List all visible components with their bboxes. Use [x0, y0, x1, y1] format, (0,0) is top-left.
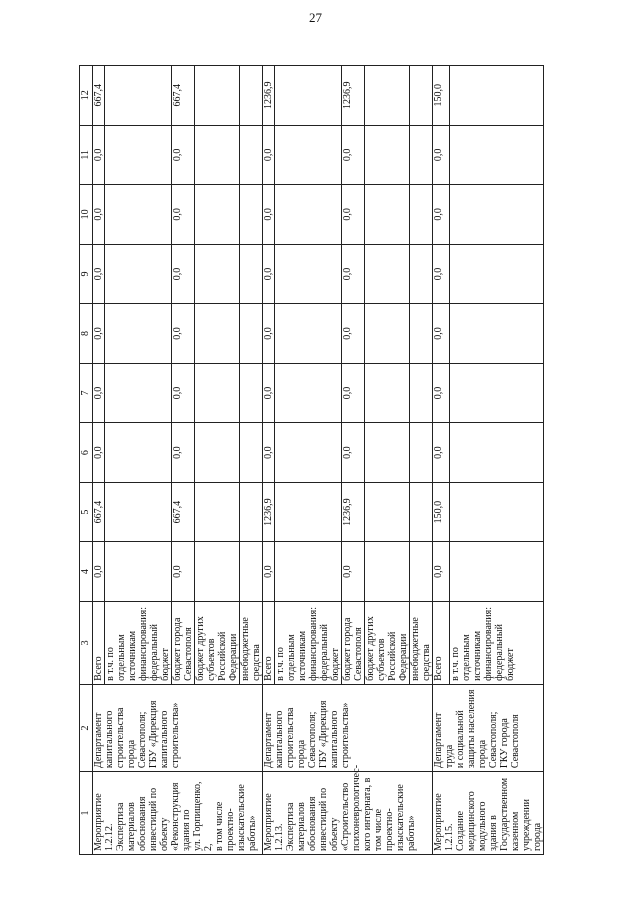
value-cell: 150,0 [433, 482, 450, 542]
value-cell: 1236,9 [263, 66, 275, 126]
value-cell: 0,0 [263, 542, 275, 602]
table-row [93, 66, 105, 855]
executor-text-line: Севастополя; [137, 711, 148, 769]
value-cell: 0,0 [342, 185, 365, 245]
measure-text-line: материалов [126, 802, 137, 851]
source-text-line: бюджет других [365, 616, 376, 681]
value-cell [240, 423, 263, 483]
source-text-line: бюджет [160, 648, 171, 681]
source-cell [105, 601, 172, 684]
measure-text-line: модульного здания в [477, 801, 499, 851]
measure-cell [433, 772, 544, 855]
header-cell: 9 [80, 244, 93, 304]
header-cell: 3 [80, 601, 93, 684]
value-cell [410, 542, 433, 602]
value-cell: 0,0 [93, 542, 105, 602]
value-cell: 0,0 [172, 304, 195, 364]
source-cell [93, 601, 105, 684]
measure-text-line: Экспертиза [285, 802, 296, 851]
value-cell [365, 66, 410, 126]
source-text-line: в т.ч. по [105, 647, 116, 681]
header-cell: 1 [80, 772, 93, 855]
value-cell [105, 482, 172, 542]
measure-text-line: Создание [455, 810, 466, 851]
value-cell [365, 244, 410, 304]
source-text-line: Федерации [228, 633, 239, 681]
value-cell: 1236,9 [342, 482, 365, 542]
value-cell: 0,0 [93, 125, 105, 185]
value-cell: 0,0 [342, 304, 365, 364]
source-text-line: Всего [433, 656, 444, 681]
value-cell [410, 363, 433, 423]
table-row [433, 66, 450, 855]
source-cell [275, 601, 342, 684]
value-cell: 0,0 [433, 363, 450, 423]
source-text-line: Севастополя [183, 627, 194, 681]
value-cell: 667,4 [172, 482, 195, 542]
source-text-line: федеральный [149, 624, 160, 681]
header-cell: 8 [80, 304, 93, 364]
header-cell: 10 [80, 185, 93, 245]
executor-text-line: капитального [329, 710, 340, 769]
value-cell: 0,0 [433, 185, 450, 245]
value-cell [195, 542, 240, 602]
source-text-line: внебюджетные [240, 617, 251, 681]
source-text-line: бюджет города [342, 617, 353, 681]
value-cell: 0,0 [263, 185, 275, 245]
table-body [93, 66, 544, 855]
value-cell [449, 542, 543, 602]
value-cell [105, 66, 172, 126]
measure-text-line: обоснования [307, 796, 318, 851]
value-cell: 0,0 [172, 125, 195, 185]
value-cell [410, 482, 433, 542]
executor-text-line: строительства [285, 707, 296, 769]
source-text-line: Российской [387, 631, 398, 681]
value-cell [240, 244, 263, 304]
value-cell [105, 185, 172, 245]
measure-text-line: в том числе [214, 801, 225, 851]
executor-text-line: ГБУ «Дирекция [318, 700, 329, 769]
value-cell [240, 125, 263, 185]
measure-text-line: объекту [159, 817, 170, 851]
source-text-line: Федерации [398, 633, 409, 681]
source-text-line: средства [251, 644, 262, 681]
source-text-line: в т.ч. по [275, 647, 286, 681]
measure-text-line: материалов [296, 802, 307, 851]
value-cell: 0,0 [93, 244, 105, 304]
value-cell [449, 363, 543, 423]
source-text-line: в т.ч. по [449, 647, 461, 681]
source-text-line: финансирования: [308, 607, 319, 681]
value-cell [105, 304, 172, 364]
source-text-line: средства [421, 644, 432, 681]
measure-text-line: изыскательские [395, 784, 406, 851]
value-cell: 0,0 [263, 304, 275, 364]
source-text-line: субъектов [376, 638, 387, 681]
value-cell [410, 423, 433, 483]
source-text-line: бюджет других [195, 616, 206, 681]
measure-text-line: здания по [181, 809, 192, 851]
source-text-line: финансирования: [138, 607, 149, 681]
source-text-line: финансирования: [482, 607, 494, 681]
executor-text-line: Департамент [263, 712, 274, 769]
value-cell: 0,0 [263, 125, 275, 185]
value-cell: 0,0 [172, 363, 195, 423]
value-cell [449, 423, 543, 483]
value-cell [410, 244, 433, 304]
finance-table [79, 65, 544, 855]
value-cell [449, 185, 543, 245]
source-text-line: отдельным [460, 634, 472, 681]
header-cell: 12 [80, 66, 93, 126]
value-cell: 0,0 [172, 423, 195, 483]
source-cell [342, 601, 365, 684]
value-cell [449, 482, 543, 542]
value-cell [275, 423, 342, 483]
value-cell [195, 304, 240, 364]
source-cell [172, 601, 195, 684]
value-cell: 1236,9 [342, 66, 365, 126]
value-cell [105, 244, 172, 304]
value-cell [275, 482, 342, 542]
value-cell [105, 363, 172, 423]
value-cell [410, 66, 433, 126]
value-cell [365, 542, 410, 602]
value-cell [105, 542, 172, 602]
value-cell: 0,0 [263, 423, 275, 483]
value-cell [105, 125, 172, 185]
header-cell: 6 [80, 423, 93, 483]
value-cell: 0,0 [263, 244, 275, 304]
value-cell [195, 125, 240, 185]
value-cell [449, 304, 543, 364]
value-cell: 0,0 [342, 363, 365, 423]
value-cell [275, 66, 342, 126]
measure-text-line: инвестиций по [148, 787, 159, 851]
executor-text-line: Севастополя; [488, 711, 499, 769]
executor-text-line: Департамент [93, 712, 104, 769]
value-cell [449, 244, 543, 304]
source-cell [449, 601, 543, 684]
value-cell: 0,0 [342, 244, 365, 304]
executor-text-line: ГБУ «Дирекция [148, 700, 159, 769]
source-text-line: бюджет [330, 648, 341, 681]
page-number: 27 [309, 10, 322, 25]
executor-cell [433, 684, 544, 771]
value-cell [275, 185, 342, 245]
value-cell [365, 363, 410, 423]
value-cell: 0,0 [93, 423, 105, 483]
value-cell [195, 244, 240, 304]
executor-cell [93, 684, 263, 771]
measure-text-line: медицинского [466, 791, 477, 851]
executor-text-line: Севастополя; [307, 711, 318, 769]
measure-text-line: кого интерната, в [362, 777, 373, 851]
measure-text-line: Мероприятие 1.2.13. [263, 793, 285, 851]
value-cell [275, 125, 342, 185]
header-cell: 4 [80, 542, 93, 602]
value-cell: 0,0 [93, 185, 105, 245]
value-cell: 0,0 [433, 244, 450, 304]
executor-text-line: ГКУ города [499, 718, 510, 769]
executor-text-line: Департамент труда [433, 712, 455, 769]
measure-text-line: казенном [510, 811, 521, 851]
value-cell [240, 185, 263, 245]
measure-text-line: работы» [247, 815, 258, 851]
measure-text-line: психоневрологичес- [351, 764, 362, 851]
value-cell [410, 125, 433, 185]
value-cell: 0,0 [263, 363, 275, 423]
value-cell: 0,0 [433, 542, 450, 602]
value-cell: 0,0 [342, 125, 365, 185]
value-cell [105, 423, 172, 483]
measure-text-line: изыскательские [236, 784, 247, 851]
executor-text-line: строительства» [170, 702, 181, 769]
measure-text-line: объекту [329, 817, 340, 851]
value-cell [410, 185, 433, 245]
value-cell [449, 125, 543, 185]
value-cell [275, 244, 342, 304]
source-text-line: отдельным [116, 634, 127, 681]
source-text-line: Всего [263, 656, 274, 681]
measure-text-line: обоснования [137, 796, 148, 851]
value-cell: 0,0 [433, 125, 450, 185]
value-cell: 667,4 [93, 482, 105, 542]
source-cell [195, 601, 240, 684]
value-cell: 0,0 [433, 423, 450, 483]
header-cell: 2 [80, 684, 93, 771]
executor-text-line: строительства [115, 707, 126, 769]
rotated-table-container [79, 65, 549, 855]
source-cell [410, 601, 433, 684]
source-cell [433, 601, 450, 684]
source-cell [240, 601, 263, 684]
executor-cell [263, 684, 433, 771]
executor-text-line: и социальной [455, 710, 466, 769]
value-cell: 667,4 [93, 66, 105, 126]
value-cell: 667,4 [172, 66, 195, 126]
source-cell [365, 601, 410, 684]
value-cell [365, 423, 410, 483]
executor-text-line: строительства» [340, 702, 351, 769]
source-text-line: субъектов [206, 638, 217, 681]
value-cell: 0,0 [93, 363, 105, 423]
measure-text-line: Экспертиза [115, 802, 126, 851]
header-row [80, 66, 93, 855]
source-text-line: источникам [471, 630, 483, 681]
source-text-line: источникам [297, 630, 308, 681]
value-cell [365, 482, 410, 542]
executor-text-line: капитального [159, 710, 170, 769]
executor-text-line: капитального [274, 710, 285, 769]
measure-text-line: работы» [406, 815, 417, 851]
value-cell: 150,0 [433, 66, 450, 126]
value-cell [195, 482, 240, 542]
value-cell [275, 363, 342, 423]
measure-text-line: проектно- [225, 808, 236, 851]
value-cell [240, 66, 263, 126]
executor-text-line: города [126, 739, 137, 769]
measure-text-line: Мероприятие 1.2.15. [433, 793, 455, 851]
measure-text-line: Мероприятие 1.2.12. [93, 793, 115, 851]
value-cell [365, 304, 410, 364]
source-text-line: бюджет города [172, 617, 183, 681]
executor-text-line: защиты населения [466, 689, 477, 769]
value-cell [195, 185, 240, 245]
value-cell: 0,0 [93, 304, 105, 364]
measure-cell [263, 764, 433, 855]
value-cell [195, 363, 240, 423]
source-text-line: источникам [127, 630, 138, 681]
source-text-line: федеральный [493, 624, 505, 681]
measure-text-line: «Реконструкция [170, 782, 181, 851]
source-cell [263, 601, 275, 684]
value-cell [240, 542, 263, 602]
table-row [263, 66, 275, 855]
value-cell: 0,0 [172, 185, 195, 245]
source-text-line: внебюджетные [410, 617, 421, 681]
value-cell [410, 304, 433, 364]
source-text-line: отдельным [286, 634, 297, 681]
value-cell [275, 542, 342, 602]
value-cell [195, 423, 240, 483]
value-cell [365, 125, 410, 185]
source-text-line: Российской [217, 631, 228, 681]
value-cell [240, 304, 263, 364]
value-cell [195, 66, 240, 126]
value-cell: 0,0 [342, 423, 365, 483]
source-text-line: бюджет [504, 648, 516, 681]
measure-text-line: том числе проектно- [373, 808, 395, 851]
measure-text-line: учреждении города [521, 799, 543, 851]
value-cell [275, 304, 342, 364]
measure-cell [93, 772, 263, 855]
value-cell [240, 482, 263, 542]
value-cell [240, 363, 263, 423]
value-cell [449, 66, 543, 126]
header-cell: 5 [80, 482, 93, 542]
measure-text-line: ул. Горпищенко, 2, [192, 781, 214, 851]
value-cell [365, 185, 410, 245]
executor-text-line: города [477, 739, 488, 769]
value-cell: 0,0 [342, 542, 365, 602]
value-cell: 0,0 [433, 304, 450, 364]
executor-text-line: капитального [104, 710, 115, 769]
header-cell: 11 [80, 125, 93, 185]
value-cell: 1236,9 [263, 482, 275, 542]
source-text-line: Севастополя [353, 627, 364, 681]
value-cell: 0,0 [172, 244, 195, 304]
executor-text-line: города [296, 739, 307, 769]
measure-text-line: «Строительство [340, 782, 351, 851]
source-text-line: федеральный [319, 624, 330, 681]
header-cell: 7 [80, 363, 93, 423]
measure-text-line: Государственном [499, 777, 510, 851]
value-cell: 0,0 [172, 542, 195, 602]
measure-text-line: инвестиций по [318, 787, 329, 851]
source-text-line: Всего [93, 656, 104, 681]
executor-text-line: Севастополя [510, 714, 521, 769]
